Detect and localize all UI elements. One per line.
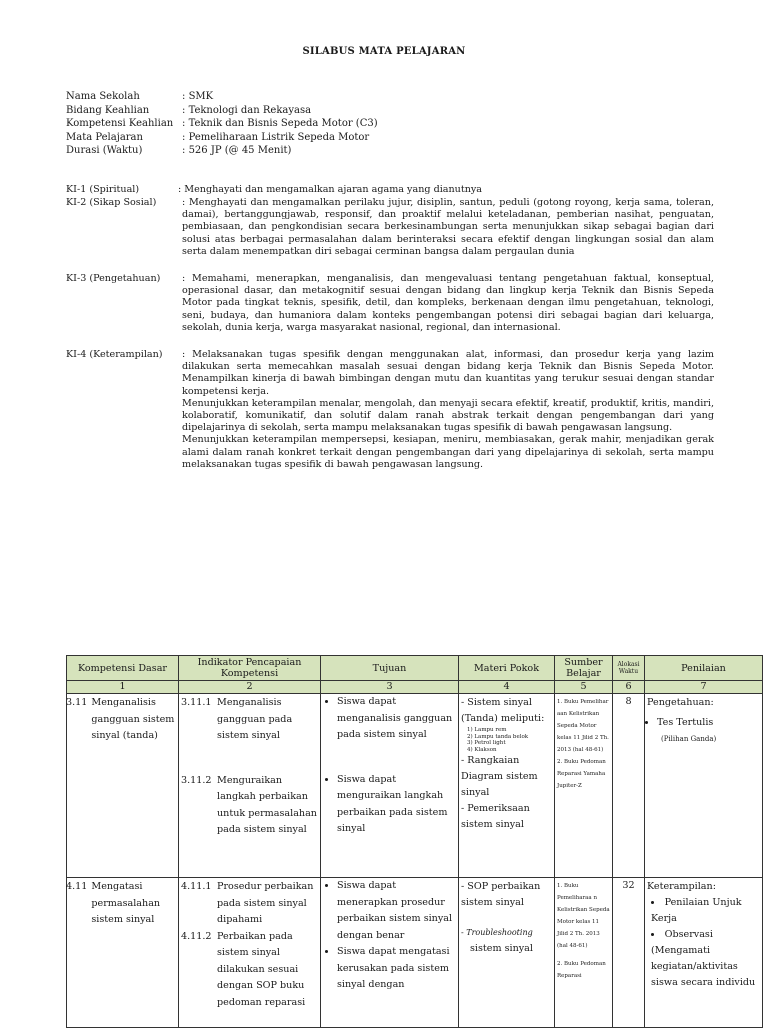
meta-value: : SMK (182, 90, 213, 104)
kd-cell (67, 694, 179, 878)
ki-3-text: : Memahami, menerapkan, menganalisis, dan mengevaluasi tentang pengetahuan faktual, konseptual, operasional dasar, dan metakognitif sesuai dengan bidang dan lingkup kerja Teknik dan Bisnis Sepeda Motor pada tingkat teknis, spesifik, detil, dan kompleks, berkenaan dengan ilmu pengetahuan, teknologi, seni, budaya, dan humaniora dalam konteks pengembangan potensi diri sebagai bagian dari keluarga, sekolah, dunia kerja, warga masyarakat nasional, regional, dan internasional. (182, 273, 714, 333)
table-row (67, 694, 763, 878)
sumber-cell (555, 878, 613, 1028)
ki-4-block (66, 349, 714, 471)
materi-item (461, 925, 552, 941)
indicator-text: Menganalisis gangguan pada sistem sinyal (217, 697, 293, 741)
ki-4-paragraph: Menunjukkan keterampilan mempersepsi, kesiapan, meniru, membiasakan, gerak mahir, menjadikan gerak alami dalam ranah konkret terkait dengan pengembangan dari yang dipelajarinya di sekolah, serta mampu melaksanakan tugas spesifik di bawah pengawasan langsung. (182, 434, 714, 470)
ki-1-block (66, 184, 714, 196)
indicator-cell (179, 694, 321, 878)
ki-4-paragraph: Menunjukkan keterampilan menalar, mengolah, dan menyaji secara efektif, kreatif, produktif, kritis, mandiri, kolaboratif, komunikatif, dan solutif dalam ranah abstrak terkait dengan pengembangan dari yang dipelajarinya di sekolah, serta mampu melaksanakan tugas spesifik di bawah pengawasan langsung. (182, 397, 714, 434)
penilaian-cell (645, 694, 763, 878)
materi-subitem: 3) Petrol light (467, 740, 506, 746)
penilaian-item (657, 715, 760, 731)
indicator-number: 3.11.1 (181, 697, 212, 708)
column-number: 6 (613, 681, 645, 694)
identity-block (66, 90, 378, 158)
penilaian-item: • Observasi (Mengamati kegiatan/aktivitas siswa secara individu (651, 927, 760, 991)
column-number: 5 (555, 681, 613, 694)
indicator-text: Menguraikan langkah perbaikan untuk permasalahan pada sistem sinyal (217, 774, 317, 835)
kd-text: Mengatasi permasalahan sistem sinyal (91, 881, 161, 925)
indicator-number: 3.11.2 (181, 774, 212, 786)
ki-2-label: KI-2 (Sikap Sosial) (66, 197, 157, 208)
materi-item: - Pemeriksaan sistem sinyal (461, 803, 530, 830)
materi-cell (459, 878, 555, 1028)
materi-subitem: 2) Lampu tanda belok (467, 733, 529, 740)
meta-label: Durasi (Waktu) (66, 145, 143, 156)
meta-value: : 526 JP (@ 45 Menit) (182, 144, 291, 158)
penilaian-title: Keterampilan: (647, 881, 716, 892)
ki-2-block (66, 197, 714, 258)
indicator-text: Prosedur perbaikan pada sistem sinyal dipahami (217, 881, 314, 925)
header-materi-pokok: Materi Pokok (459, 656, 555, 681)
materi-item: sistem sinyal (470, 943, 533, 954)
tujuan-item: • Siswa dapat menerapkan prosedur perbaikan sistem sinyal dengan benar (337, 878, 458, 944)
kd-text: Menganalisis gangguan sistem sinyal (tanda) (91, 697, 175, 741)
materi-troubleshooting: - Troubleshooting (461, 928, 533, 937)
meta-row-field (66, 104, 378, 118)
meta-label: Bidang Keahlian (66, 104, 150, 116)
kd-number: 4.11 (66, 881, 88, 892)
materi-subitem: 1) Lampu rem (467, 727, 507, 733)
alokasi-value: 8 (625, 696, 632, 707)
header-kompetensi-dasar: Kompetensi Dasar (67, 656, 179, 681)
meta-row-school (66, 90, 378, 104)
meta-row-subject (66, 131, 378, 145)
kd-number: 3.11 (66, 697, 88, 708)
ki-4-paragraph: : Melaksanakan tugas spesifik dengan menggunakan alat, informasi, dan prosedur kerja yang lazim dilakukan serta memecahkan masalah sesuai dengan bidang kerja Teknik dan Bisnis Sepeda Motor. Menampilkan kinerja di bawah bimbingan dengan mutu dan kuantitas yang terukur sesuai dengan standar kompetensi kerja. (182, 349, 714, 397)
tujuan-item: • Siswa dapat menganalisis gangguan pada sistem sinyal (337, 694, 458, 744)
materi-item: - Rangkaian Diagram sistem sinyal (461, 755, 538, 798)
ki-1-label: KI-1 (Spiritual) (66, 184, 140, 195)
ki-2-text: : Menghayati dan mengamalkan perilaku jujur, disiplin, santun, peduli (gotong royong, kerja sama, toleran, damai), bertanggungjawab, responsif, dan proaktif melalui keteladanan, pemberian nasihat, penguatan, pembiasaan, dan pengkondisian secara berkesinambungan serta menunjukkan sikap sebagai bagian dari solusi atas berbagai permasalahan dalam berinteraksi secara efektif dengan lingkungan sosial dan alam serta dalam menempatkan diri sebagai cerminan bangsa dalam pergaulan dunia (182, 197, 714, 257)
header-alokasi-waktu: Alokasi Waktu (613, 656, 645, 681)
indicator-number: 4.11.1 (181, 881, 212, 892)
header-penilaian: Penilaian (645, 656, 763, 681)
column-number: 2 (179, 681, 321, 694)
ki-1-text: : Menghayati dan mengamalkan ajaran agama yang dianutnya (178, 184, 483, 195)
table-number-row (67, 681, 763, 694)
ki-3-label: KI-3 (Pengetahuan) (66, 273, 161, 284)
alokasi-cell (613, 878, 645, 1028)
meta-label: Nama Sekolah (66, 91, 140, 102)
sumber-cell (555, 694, 613, 878)
column-number: 3 (321, 681, 459, 694)
ki-4-text (182, 349, 714, 471)
ki-3-block (66, 273, 714, 334)
tujuan-item: • Siswa dapat mengatasi kerusakan pada sistem sinyal dengan (337, 944, 458, 994)
kd-cell (67, 878, 179, 1028)
meta-label: Mata Pelajaran (66, 131, 143, 143)
header-sumber-belajar: Sumber Belajar (555, 656, 613, 681)
materi-subitem: 4) Klakson (467, 746, 497, 753)
alokasi-value: 32 (622, 880, 635, 891)
ki-4-label: KI-4 (Keterampilan) (66, 349, 163, 360)
column-number: 4 (459, 681, 555, 694)
materi-item: - Sistem sinyal (Tanda) meliputi: (461, 697, 545, 724)
meta-value: : Pemeliharaan Listrik Sepeda Motor (182, 131, 369, 145)
penilaian-title: Pengetahuan: (647, 697, 714, 708)
column-number: 7 (645, 681, 763, 694)
indicator-cell (179, 878, 321, 1028)
tujuan-cell (321, 694, 459, 878)
penilaian-cell (645, 878, 763, 1028)
materi-item: - SOP perbaikan sistem sinyal (461, 881, 541, 908)
materi-cell (459, 694, 555, 878)
table-header-row (67, 656, 763, 681)
meta-value: : Teknik dan Bisnis Sepeda Motor (C3) (182, 117, 378, 131)
alokasi-cell (613, 694, 645, 878)
column-number: 1 (67, 681, 179, 694)
sumber-text: 1. Buku Pemeliharaa n Kelistrikan Sepeda Motor kelas 11 Jilid 2 Th. 2013 (hal 48-61) (557, 883, 610, 949)
document-title: SILABUS MATA PELAJARAN (302, 46, 466, 57)
penilaian-item: • Penilaian Unjuk Kerja (651, 895, 760, 927)
penilaian-note: (Pilihan Ganda) (661, 735, 717, 743)
meta-label: Kompetensi Keahlian (66, 118, 174, 129)
sumber-text: 2. Buku Pedoman Reparasi (557, 961, 606, 979)
header-tujuan: Tujuan (321, 656, 459, 681)
meta-row-duration (66, 144, 378, 158)
tujuan-item: • Siswa dapat menguraikan langkah perbaikan pada sistem sinyal (337, 772, 458, 838)
meta-row-competency (66, 117, 378, 131)
meta-value: : Teknologi dan Rekayasa (182, 104, 311, 118)
sumber-text: 1. Buku Pemelihar aan Kelistrikan Sepeda Motor kelas 11 Jilid 2 Th. 2013 (hal 48-61) 2. Buku Pedoman Reparasi Yamaha Jupiter-Z (557, 699, 609, 789)
syllabus-table (66, 655, 763, 1028)
table-row (67, 878, 763, 1028)
penilaian-item-text: Tes Tertulis (657, 717, 714, 728)
header-indikator: Indikator Pencapaian Kompetensi (179, 656, 321, 681)
indicator-number: 4.11.2 (181, 930, 212, 942)
tujuan-cell (321, 878, 459, 1028)
indicator-text: Perbaikan pada sistem sinyal dilakukan sesuai dengan SOP buku pedoman reparasi (217, 930, 306, 1008)
